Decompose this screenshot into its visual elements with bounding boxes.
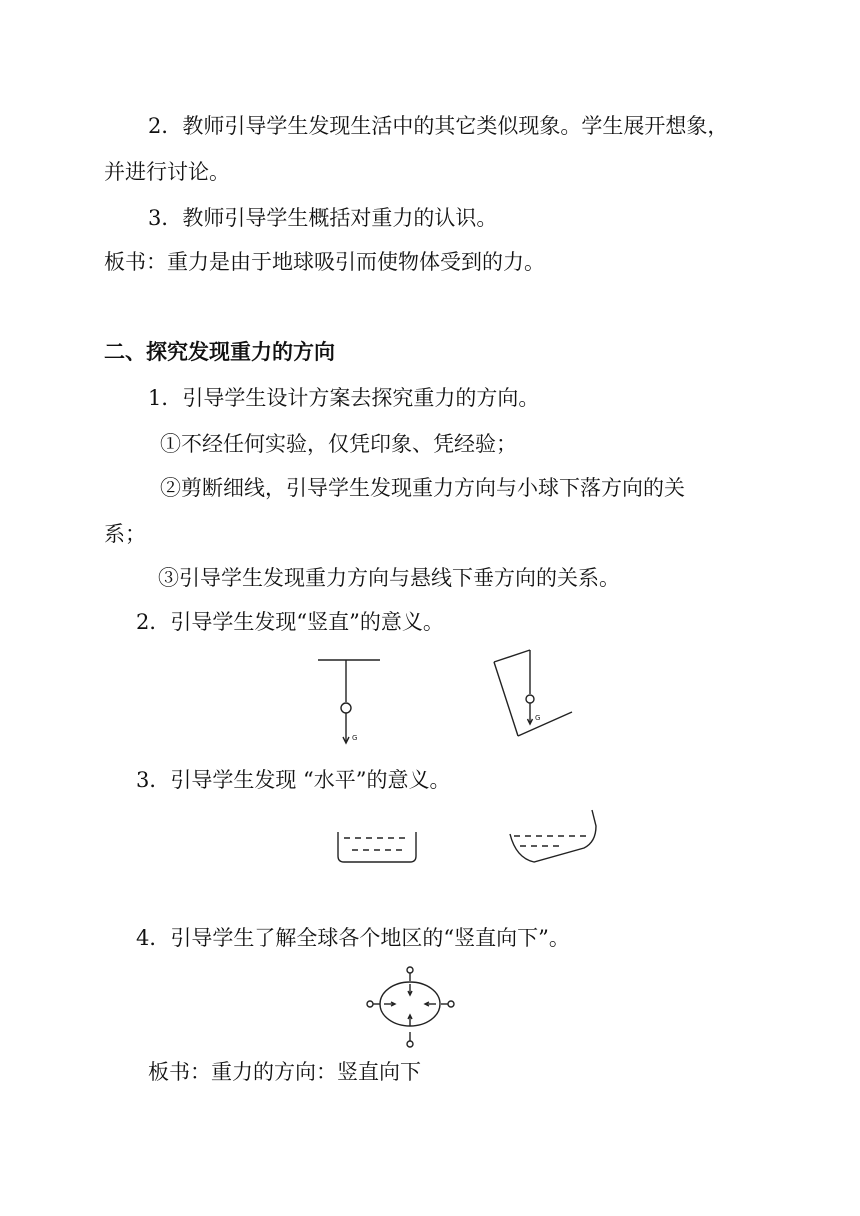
item-2-line-2: 并进行讨论。 bbox=[104, 160, 230, 184]
level-container-figure bbox=[334, 826, 424, 866]
sub-item-2-line-1: ②剪断细线，引导学生发现重力方向与小球下落方向的关 bbox=[160, 476, 685, 500]
item-2-line-1: 2．教师引导学生发现生活中的其它类似现象。学生展开想象， bbox=[148, 114, 729, 138]
sub-item-1: ①不经任何实验，仅凭印象、凭经验； bbox=[160, 432, 517, 456]
board-note-2: 板书：重力的方向：竖直向下 bbox=[148, 1060, 421, 1084]
section2-item-2: 2．引导学生发现“竖直”的意义。 bbox=[136, 610, 444, 634]
tilted-container-figure bbox=[504, 806, 604, 866]
pendulum-vertical-figure bbox=[312, 656, 392, 746]
earth-gravity-figure bbox=[358, 962, 468, 1052]
sub-item-2-line-2: 系； bbox=[104, 522, 146, 546]
section-heading: 二、探究发现重力的方向 bbox=[104, 340, 335, 364]
item-3: 3．教师引导学生概括对重力的认识。 bbox=[148, 206, 498, 230]
section2-item-3: 3．引导学生发现 “水平”的意义。 bbox=[136, 768, 451, 792]
force-label-g: G bbox=[352, 734, 358, 742]
section2-item-1: 1．引导学生设计方案去探究重力的方向。 bbox=[148, 386, 540, 410]
board-note-1: 板书：重力是由于地球吸引而使物体受到的力。 bbox=[104, 250, 545, 274]
section2-item-4: 4．引导学生了解全球各个地区的“竖直向下”。 bbox=[136, 926, 570, 950]
force-label-g: G bbox=[535, 714, 541, 722]
sub-item-3: ③引导学生发现重力方向与悬线下垂方向的关系。 bbox=[158, 566, 620, 590]
pendulum-tilted-figure bbox=[488, 650, 578, 745]
